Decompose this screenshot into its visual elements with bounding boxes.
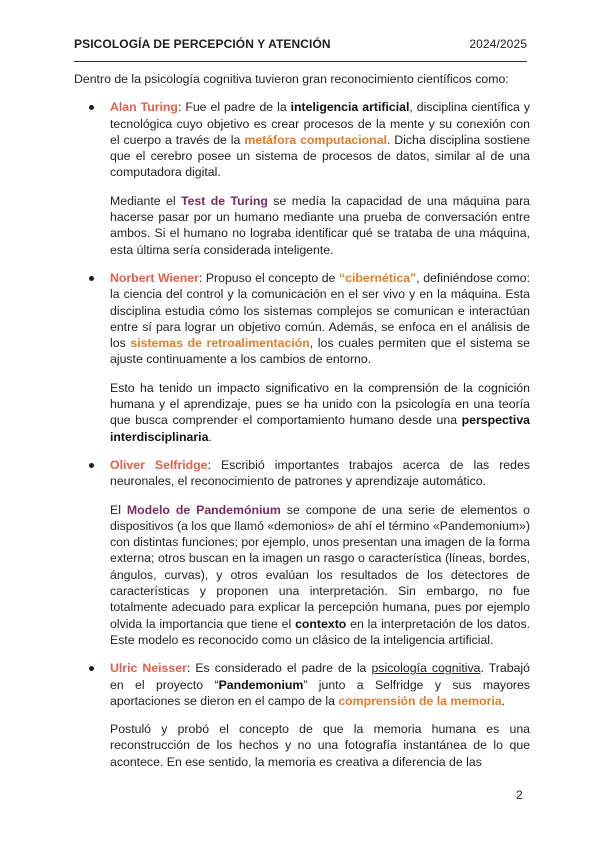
header-year: 2024/2025 xyxy=(469,37,527,51)
text-run: se compone de una serie de elementos o dispositivos (a los que llamó «demonios» de ahí el término «Pandemonium») con distintas funciones; por ejemplo, unos presentan una imagen de la forma externa; otros buscan en la imagen un rasgo o característica (líneas, bordes, ángulos, curvas), y otros evalúan los resultados de los detectores de características y proponen una interpretación. Sin embargo, no fue totalmente adecuado para explicar la percepción humana, pues por ejemplo olvida la importancia que tiene el xyxy=(110,502,530,631)
list-item-neisser xyxy=(74,660,530,770)
scientist-name: Norbert Wiener xyxy=(110,270,199,285)
bold-term: perspectiva interdisciplinaria xyxy=(110,413,530,444)
header-rule xyxy=(74,61,527,62)
text-run: : Escribió importantes trabajos acerca de las redes neuronales, el reconocimiento de patrones y aprendizaje automático. xyxy=(110,457,530,489)
text-run: ” junto a Selfridge y sus mayores aportaciones se dieron en el campo de la xyxy=(110,677,530,708)
text-run: : Fue el padre de la xyxy=(177,100,291,115)
key-term: Test de Turing xyxy=(181,193,268,208)
text-run: El xyxy=(110,502,127,517)
scientist-name: Alan Turing xyxy=(110,100,178,115)
neisser-paragraph-2: Postuló y probó el concepto de que la memoria humana es una reconstrucción de los hechos y no una fotografía instantánea de lo que acontece. En ese sentido, la memoria es creativa a diferencia de las xyxy=(110,722,530,769)
selfridge-paragraph-1 xyxy=(110,457,530,490)
turing-paragraph-2 xyxy=(110,193,530,258)
header-title: PSICOLOGÍA DE PERCEPCIÓN Y ATENCIÓN xyxy=(74,37,331,51)
bullet-icon xyxy=(89,105,94,110)
text-run: , los cuales permiten que el sistema se ajuste continuamente a los cambios de entorno. xyxy=(110,336,530,367)
turing-paragraph-1 xyxy=(110,99,530,180)
text-run: se medía la capacidad de una máquina para hacerse pasar por un humano mediante una prueba de conversación entre ambos. Si el humano no lograba identificar qué se trataba de una máquina, esta última sería considerada inteligente. xyxy=(110,193,530,257)
text-run: Esto ha tenido un impacto significativo en la comprensión de la cognición humana y el aprendizaje, pues se ha unido con la psicología en una teoría que busca comprender el comportamiento humano desde una xyxy=(110,380,530,428)
wiener-paragraph-1 xyxy=(110,270,530,368)
scientist-name: Oliver Selfridge xyxy=(110,457,208,472)
list-item-turing xyxy=(74,99,530,258)
list-item-selfridge xyxy=(74,457,530,648)
highlight-term: sistemas de retroalimentación xyxy=(130,336,310,351)
bold-term: inteligencia artificial xyxy=(290,100,410,115)
text-run: . xyxy=(208,429,212,444)
text-run: , disciplina científica y tecnológica cuyo objetivo es crear procesos de la mente y su conexión con el cuerpo a través de la xyxy=(110,100,530,147)
bullet-icon xyxy=(89,276,94,281)
bold-term: contexto xyxy=(295,616,347,631)
bold-term: Pandemonium xyxy=(218,677,304,692)
selfridge-paragraph-2 xyxy=(110,502,530,649)
text-run: Mediante el xyxy=(110,193,181,208)
page-header xyxy=(74,37,527,51)
neisser-paragraph-1 xyxy=(110,660,530,709)
page-number: 2 xyxy=(516,788,523,802)
highlight-term: metáfora computacional xyxy=(244,132,387,147)
text-run: : Es considerado el padre de la xyxy=(186,661,372,676)
text-run: : Propuso el concepto de xyxy=(198,270,339,285)
bullet-icon xyxy=(89,463,94,468)
scientist-name: Ulric Neisser xyxy=(110,661,187,676)
bullet-icon xyxy=(89,666,94,671)
key-term: Modelo de Pandemónium xyxy=(126,502,281,517)
list-item-wiener xyxy=(74,270,530,445)
intro-paragraph: Dentro de la psicología cognitiva tuvieron gran reconocimiento científicos como: xyxy=(74,72,509,86)
highlight-term: comprensión de la memoria xyxy=(338,693,502,708)
document-body xyxy=(74,71,530,782)
highlight-term: “cibernética” xyxy=(339,270,417,285)
wiener-paragraph-2 xyxy=(110,380,530,445)
text-run: , definiéndose como: la ciencia del control y la comunicación en el ser vivo y en la máquina. Esta disciplina estudia cómo los sistemas complejos se comunican e interactúan entre sí para lograr un objetivo común. Además, se enfoca en el análisis de los xyxy=(110,270,530,351)
text-run: . Trabajó en el proyecto “ xyxy=(110,661,530,692)
underlined-term: psicología cognitiva xyxy=(371,661,481,676)
text-run: en la interpretación de los datos. Este modelo es reconocido como un clásico de la inteligencia artificial. xyxy=(110,616,531,647)
text-run: . Dicha disciplina sostiene que el cerebro posee un sistema de procesos de datos, similar al de una computadora digital. xyxy=(110,132,530,180)
text-run: . xyxy=(501,693,506,708)
